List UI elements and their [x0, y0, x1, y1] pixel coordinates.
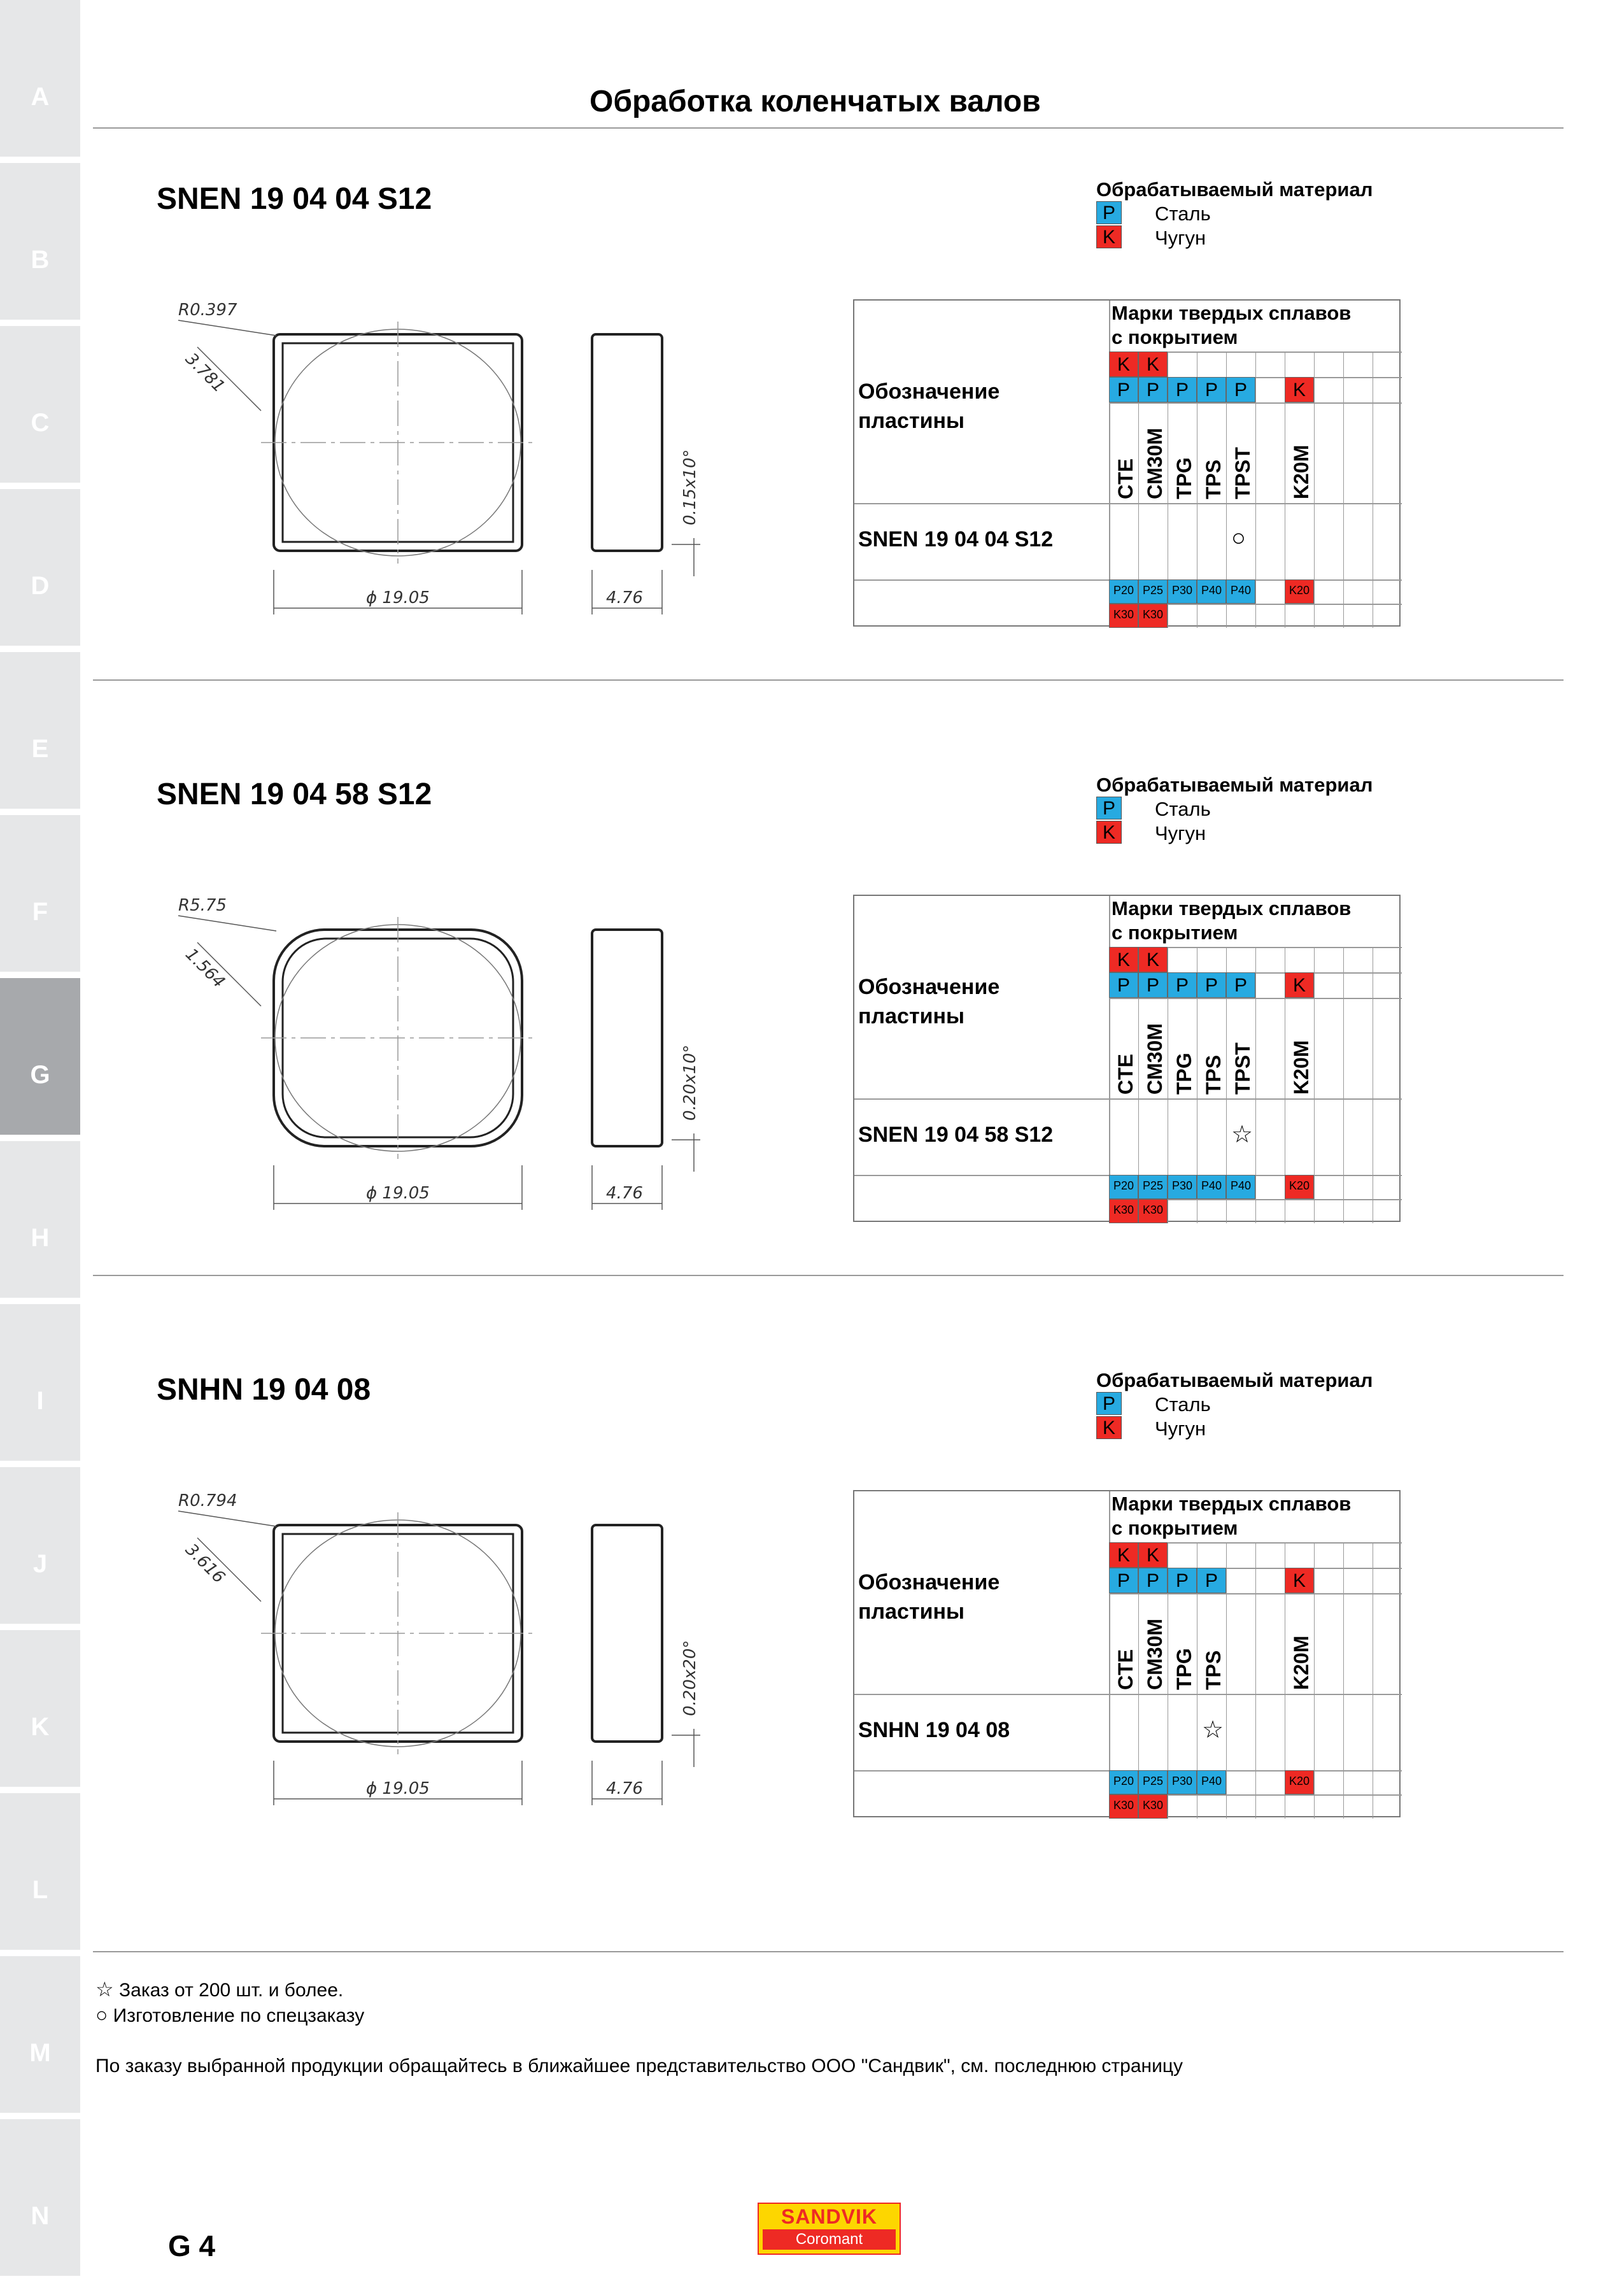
- dim-radius: R5.75: [178, 896, 227, 915]
- legend-box-p: P: [1096, 797, 1122, 820]
- legend-box-k: K: [1096, 225, 1122, 248]
- grade-name: CM30M: [1143, 1618, 1166, 1690]
- grade-name: K20M: [1290, 1635, 1313, 1690]
- side-tab-label: A: [31, 83, 50, 111]
- grade-material-p: P: [1168, 377, 1197, 402]
- designation-label-2: пластины: [858, 1600, 965, 1624]
- insert-drawing: [153, 1477, 726, 1859]
- grade-name: CTE: [1114, 458, 1137, 499]
- table-row-line: [854, 1694, 1402, 1695]
- side-tab-d[interactable]: [0, 489, 80, 646]
- sandvik-logo: [758, 2203, 901, 2255]
- material-legend: [1096, 774, 1415, 850]
- product-code: SNHN 19 04 08: [157, 1373, 371, 1407]
- table-grade-col-line: [1343, 351, 1344, 628]
- circle-icon: ○: [95, 2003, 108, 2026]
- grade-name: TPG: [1173, 1053, 1196, 1095]
- circle-icon: ○: [1231, 525, 1246, 551]
- grade-code: P20: [1109, 1175, 1138, 1199]
- grade-material-p: P: [1197, 377, 1226, 402]
- side-tab-g[interactable]: [0, 978, 80, 1135]
- grades-heading: Марки твердых сплавов: [1112, 897, 1352, 919]
- designation-label: Обозначение: [858, 1570, 1000, 1594]
- grade-name: TPS: [1202, 459, 1225, 499]
- brand-sub: Coromant: [763, 2229, 896, 2250]
- side-view-outline: [592, 334, 662, 551]
- side-tab-l[interactable]: [0, 1793, 80, 1950]
- side-tab-h[interactable]: [0, 1141, 80, 1298]
- grade-name: CTE: [1114, 1649, 1137, 1690]
- grade-material-k: K: [1138, 1542, 1168, 1568]
- grade-code: P30: [1168, 1175, 1197, 1199]
- star-icon: ☆: [1202, 1717, 1224, 1743]
- grade-name: TPG: [1173, 1648, 1196, 1690]
- legend-label-k: Чугун: [1155, 822, 1206, 844]
- table-row-line: [854, 1098, 1402, 1100]
- grade-material-p: P: [1138, 377, 1168, 402]
- legend-heading: Обрабатываемый материал: [1096, 774, 1373, 796]
- grade-code: P40: [1197, 579, 1226, 604]
- grade-name: TPST: [1231, 1042, 1254, 1095]
- side-tab-a[interactable]: [0, 0, 80, 157]
- table-col-divider: [1109, 896, 1110, 1223]
- grade-code: P20: [1109, 1770, 1138, 1794]
- title-divider: [93, 127, 1564, 129]
- contact-note: По заказу выбранной продукции обращайтесь в ближайшее представительство ООО "Сандвик", см. последнюю страницу: [95, 2055, 1183, 2077]
- side-tab-k[interactable]: [0, 1630, 80, 1787]
- side-tab-c[interactable]: [0, 326, 80, 483]
- grades-heading: Марки твердых сплавов: [1112, 302, 1352, 324]
- legend-box-k: K: [1096, 821, 1122, 844]
- designation-label-2: пластины: [858, 1004, 965, 1028]
- grade-material-p: P: [1226, 972, 1255, 998]
- grade-material-k: K: [1109, 947, 1138, 972]
- dim-land: 0.15x10°: [681, 449, 700, 525]
- grade-material-k: K: [1109, 1542, 1138, 1568]
- grades-table: [853, 299, 1401, 627]
- grade-code: P25: [1138, 1175, 1168, 1199]
- grades-table: [853, 1490, 1401, 1817]
- footnote-circle-text: Изготовление по спецзаказу: [113, 2005, 365, 2026]
- grade-material-p: P: [1109, 1568, 1138, 1593]
- side-tab-n[interactable]: [0, 2119, 80, 2276]
- side-tab-b[interactable]: [0, 163, 80, 320]
- product-code: SNEN 19 04 58 S12: [157, 777, 432, 811]
- footnote-star: [95, 1977, 343, 2001]
- dim-chamfer: 3.616: [181, 1540, 229, 1587]
- legend-label-p: Сталь: [1155, 1393, 1211, 1416]
- grade-material-k: K: [1285, 377, 1314, 402]
- grade-code-k: K30: [1109, 1794, 1138, 1819]
- designation-label: Обозначение: [858, 380, 1000, 404]
- grade-name: CTE: [1114, 1054, 1137, 1095]
- insert-drawing: [153, 287, 726, 669]
- side-view-outline: [592, 930, 662, 1146]
- grade-material-p: P: [1168, 1568, 1197, 1593]
- footnote-star-text: Заказ от 200 шт. и более.: [119, 1980, 344, 2001]
- page-number: G 4: [168, 2229, 216, 2262]
- dim-radius: R0.397: [178, 301, 237, 320]
- grade-material-p: P: [1226, 377, 1255, 402]
- dim-thickness: 4.76: [606, 1184, 643, 1203]
- grade-code: P30: [1168, 579, 1197, 604]
- legend-box-p: P: [1096, 201, 1122, 224]
- side-tab-label: D: [31, 572, 50, 600]
- table-grade-col-line: [1255, 947, 1256, 1223]
- page-title: Обработка коленчатых валов: [590, 85, 1041, 118]
- table-grade-col-line: [1343, 947, 1344, 1223]
- grade-name: K20M: [1290, 1040, 1313, 1095]
- grade-name: K20M: [1290, 444, 1313, 499]
- grade-material-k: K: [1138, 351, 1168, 377]
- side-tab-label: E: [31, 735, 49, 763]
- side-tab-i[interactable]: [0, 1304, 80, 1461]
- grade-code: P40: [1197, 1175, 1226, 1199]
- grade-name: CM30M: [1143, 427, 1166, 499]
- grade-material-p: P: [1109, 972, 1138, 998]
- table-row-line: [854, 503, 1402, 504]
- grade-code-k: K30: [1138, 1199, 1168, 1223]
- material-legend: [1096, 178, 1415, 255]
- designation-label: Обозначение: [858, 975, 1000, 999]
- section-divider: [93, 679, 1564, 681]
- product-code: SNEN 19 04 04 S12: [157, 182, 432, 216]
- legend-label-k: Чугун: [1155, 1417, 1206, 1440]
- grades-table: [853, 895, 1401, 1222]
- legend-label-p: Сталь: [1155, 798, 1211, 820]
- grade-code-k: K30: [1138, 1794, 1168, 1819]
- grade-material-p: P: [1197, 972, 1226, 998]
- dim-thickness: 4.76: [606, 1779, 643, 1798]
- legend-heading: Обрабатываемый материал: [1096, 1369, 1373, 1391]
- grade-code: P20: [1109, 579, 1138, 604]
- table-grade-col-line: [1226, 1542, 1227, 1819]
- grade-code: P40: [1226, 1175, 1255, 1199]
- grade-material-p: P: [1168, 972, 1197, 998]
- grade-material-k: K: [1285, 972, 1314, 998]
- side-tab-label: I: [36, 1387, 44, 1415]
- table-grade-col-line: [1255, 1542, 1256, 1819]
- footnote-circle: [95, 2003, 364, 2027]
- dim-chamfer: 3.781: [181, 349, 229, 397]
- designation-label-2: пластины: [858, 409, 965, 433]
- radius-leader: [178, 1511, 276, 1526]
- side-tab-label: B: [31, 246, 50, 274]
- grade-material-p: P: [1138, 1568, 1168, 1593]
- grade-material-k: K: [1138, 947, 1168, 972]
- star-icon: ☆: [1231, 1121, 1253, 1148]
- side-tab-label: L: [32, 1876, 48, 1904]
- grade-name: TPS: [1202, 1054, 1225, 1095]
- dim-chamfer: 1.564: [181, 944, 229, 992]
- table-col-divider: [1109, 301, 1110, 628]
- dim-diameter: ϕ 19.05: [366, 1184, 430, 1203]
- dim-radius: R0.794: [178, 1491, 237, 1510]
- grade-material-p: P: [1197, 1568, 1226, 1593]
- grade-material-k: K: [1109, 351, 1138, 377]
- side-tab-label: F: [32, 898, 48, 926]
- side-tab-label: N: [31, 2202, 50, 2230]
- grade-code-k: K30: [1109, 604, 1138, 628]
- legend-label-k: Чугун: [1155, 227, 1206, 249]
- footer-divider: [93, 1951, 1564, 1952]
- product-row-label: SNEN 19 04 58 S12: [858, 1123, 1054, 1147]
- grade-code: K20: [1285, 579, 1314, 604]
- grade-material-k: K: [1285, 1568, 1314, 1593]
- grade-material-p: P: [1138, 972, 1168, 998]
- grade-name: CM30M: [1143, 1023, 1166, 1095]
- side-tab-f[interactable]: [0, 815, 80, 972]
- material-legend: [1096, 1369, 1415, 1445]
- brand-name: SANDVIK: [780, 2205, 877, 2228]
- dim-land: 0.20x10°: [681, 1044, 700, 1121]
- legend-box-p: P: [1096, 1392, 1122, 1415]
- dim-thickness: 4.76: [606, 588, 643, 607]
- grades-heading: Марки твердых сплавов: [1112, 1493, 1352, 1515]
- table-grade-col-line: [1314, 947, 1315, 1223]
- side-tab-label: J: [32, 1550, 48, 1578]
- grade-code: P30: [1168, 1770, 1197, 1794]
- table-grade-col-line: [1314, 1542, 1315, 1819]
- grade-code: P40: [1226, 579, 1255, 604]
- side-tab-j[interactable]: [0, 1467, 80, 1624]
- grade-name: TPST: [1231, 447, 1254, 499]
- product-row-label: SNHN 19 04 08: [858, 1718, 1010, 1742]
- side-tab-m[interactable]: [0, 1956, 80, 2113]
- dim-diameter: ϕ 19.05: [366, 588, 430, 607]
- side-tab-e[interactable]: [0, 652, 80, 809]
- product-row-label: SNEN 19 04 04 S12: [858, 527, 1054, 551]
- side-view-outline: [592, 1525, 662, 1742]
- dim-diameter: ϕ 19.05: [366, 1779, 430, 1798]
- grades-heading-2: с покрытием: [1112, 326, 1238, 348]
- star-icon: ☆: [95, 1978, 114, 2001]
- table-grade-col-line: [1314, 351, 1315, 628]
- section-divider: [93, 1275, 1564, 1276]
- table-grade-col-line: [1343, 1542, 1344, 1819]
- radius-leader: [178, 916, 276, 931]
- insert-drawing: [153, 882, 726, 1264]
- grade-code: P40: [1197, 1770, 1226, 1794]
- side-tab-label: G: [30, 1061, 50, 1089]
- grade-name: TPG: [1173, 457, 1196, 499]
- side-tab-label: C: [31, 409, 50, 437]
- grade-name: TPS: [1202, 1650, 1225, 1690]
- radius-leader: [178, 320, 276, 336]
- grade-code: P25: [1138, 579, 1168, 604]
- grade-code: P25: [1138, 1770, 1168, 1794]
- grades-heading-2: с покрытием: [1112, 1517, 1238, 1539]
- legend-label-p: Сталь: [1155, 202, 1211, 225]
- grade-code-k: K30: [1138, 604, 1168, 628]
- grade-code: K20: [1285, 1770, 1314, 1794]
- grade-material-p: P: [1109, 377, 1138, 402]
- table-grade-col-line: [1255, 351, 1256, 628]
- legend-heading: Обрабатываемый материал: [1096, 178, 1373, 201]
- dim-land: 0.20x20°: [681, 1640, 700, 1716]
- grade-code-k: K30: [1109, 1199, 1138, 1223]
- side-tab-label: H: [31, 1224, 50, 1252]
- grade-code: K20: [1285, 1175, 1314, 1199]
- legend-box-k: K: [1096, 1416, 1122, 1439]
- side-tab-column: [0, 0, 80, 2279]
- side-tab-label: M: [29, 2039, 51, 2067]
- table-col-divider: [1109, 1491, 1110, 1819]
- side-tab-label: K: [31, 1713, 50, 1741]
- grades-heading-2: с покрытием: [1112, 921, 1238, 944]
